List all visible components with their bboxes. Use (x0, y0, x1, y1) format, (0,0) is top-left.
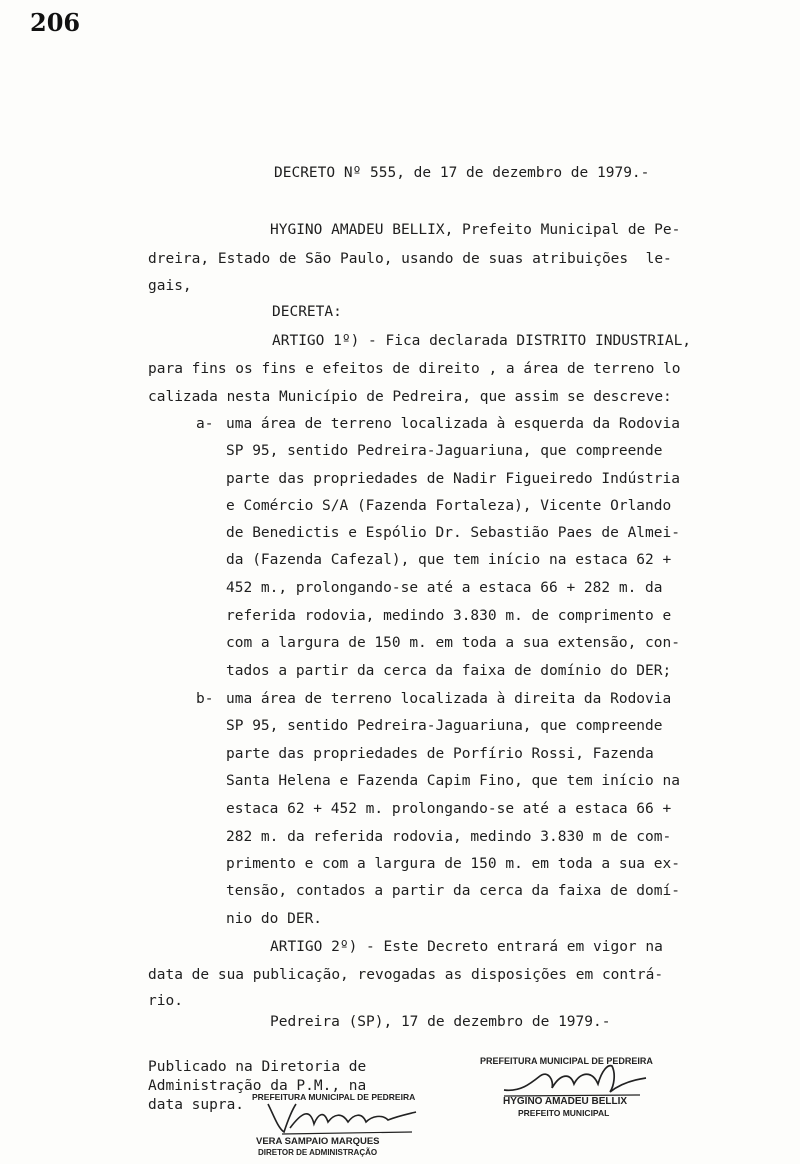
artigo2-line: ARTIGO 2º) - Este Decreto entrará em vigor na (270, 939, 663, 955)
closing-date: Pedreira (SP), 17 de dezembro de 1979.- (270, 1014, 611, 1030)
item-b-line: Santa Helena e Fazenda Capim Fino, que tem início na (226, 773, 680, 789)
artigo2-line: data de sua publicação, revogadas as disposições em contrá- (148, 967, 664, 983)
right-signature-icon (500, 1062, 650, 1098)
publication-note-line: Administração da P.M., na (148, 1078, 367, 1094)
item-b-line: uma área de terreno localizada à direita da Rodovia (226, 691, 672, 707)
item-a-line: da (Fazenda Cafezal), que tem início na estaca 62 + (226, 552, 672, 568)
preamble-line: gais, (148, 278, 192, 294)
item-a-line: e Comércio S/A (Fazenda Fortaleza), Vicente Orlando (226, 498, 672, 514)
item-a-line: parte das propriedades de Nadir Figueiredo Indústria (226, 471, 680, 487)
item-a-line: 452 m., prolongando-se até a estaca 66 + 282 m. da (226, 580, 663, 596)
left-stamp-org: PREFEITURA MUNICIPAL DE PEDREIRA (252, 1092, 416, 1102)
item-a-line: com a largura de 150 m. em toda a sua extensão, con- (226, 635, 680, 651)
left-signature-icon (262, 1098, 422, 1138)
artigo1-line: ARTIGO 1º) - Fica declarada DISTRITO INDUSTRIAL, (272, 333, 692, 349)
right-stamp-org: PREFEITURA MUNICIPAL DE PEDREIRA (480, 1056, 653, 1066)
item-b-line: SP 95, sentido Pedreira-Jaguariuna, que compreende (226, 718, 663, 734)
item-b-line: nio do DER. (226, 911, 323, 927)
page-number: 206 (30, 8, 81, 37)
artigo1-line: calizada nesta Município de Pedreira, que assim se descreve: (148, 389, 672, 405)
item-b-marker: b- (196, 691, 214, 707)
item-a-line: SP 95, sentido Pedreira-Jaguariuna, que compreende (226, 443, 663, 459)
preamble-line: HYGINO AMADEU BELLIX, Prefeito Municipal de Pe- (270, 222, 681, 238)
item-b-line: estaca 62 + 452 m. prolongando-se até a estaca 66 + (226, 801, 672, 817)
preamble-line: dreira, Estado de São Paulo, usando de suas atribuições le- (148, 251, 672, 267)
decree-title: DECRETO Nº 555, de 17 de dezembro de 1979.- (274, 165, 650, 181)
left-stamp-name: VERA SAMPAIO MARQUES (256, 1136, 380, 1147)
item-a-line: uma área de terreno localizada à esquerda da Rodovia (226, 416, 680, 432)
item-a-line: de Benedictis e Espólio Dr. Sebastião Paes de Almei- (226, 525, 680, 541)
artigo1-line: para fins os fins e efeitos de direito , a área de terreno lo (148, 361, 681, 377)
artigo2-line: rio. (148, 993, 183, 1009)
item-a-marker: a- (196, 416, 214, 432)
left-stamp-role: DIRETOR DE ADMINISTRAÇÃO (258, 1148, 378, 1157)
item-b-line: tensão, contados a partir da cerca da faixa de domí- (226, 883, 680, 899)
item-b-line: primento e com a largura de 150 m. em toda a sua ex- (226, 856, 680, 872)
right-stamp-name: HYGINO AMADEU BELLIX (503, 1096, 628, 1107)
publication-note-line: data supra. (148, 1097, 245, 1113)
item-a-line: referida rodovia, medindo 3.830 m. de comprimento e (226, 608, 672, 624)
item-b-line: parte das propriedades de Porfírio Rossi, Fazenda (226, 746, 654, 762)
publication-note-line: Publicado na Diretoria de (148, 1059, 367, 1075)
item-b-line: 282 m. da referida rodovia, medindo 3.830 m de com- (226, 829, 672, 845)
item-a-line: tados a partir da cerca da faixa de domínio do DER; (226, 663, 672, 679)
right-stamp-role: PREFEITO MUNICIPAL (518, 1108, 610, 1118)
decreta-heading: DECRETA: (272, 304, 342, 320)
